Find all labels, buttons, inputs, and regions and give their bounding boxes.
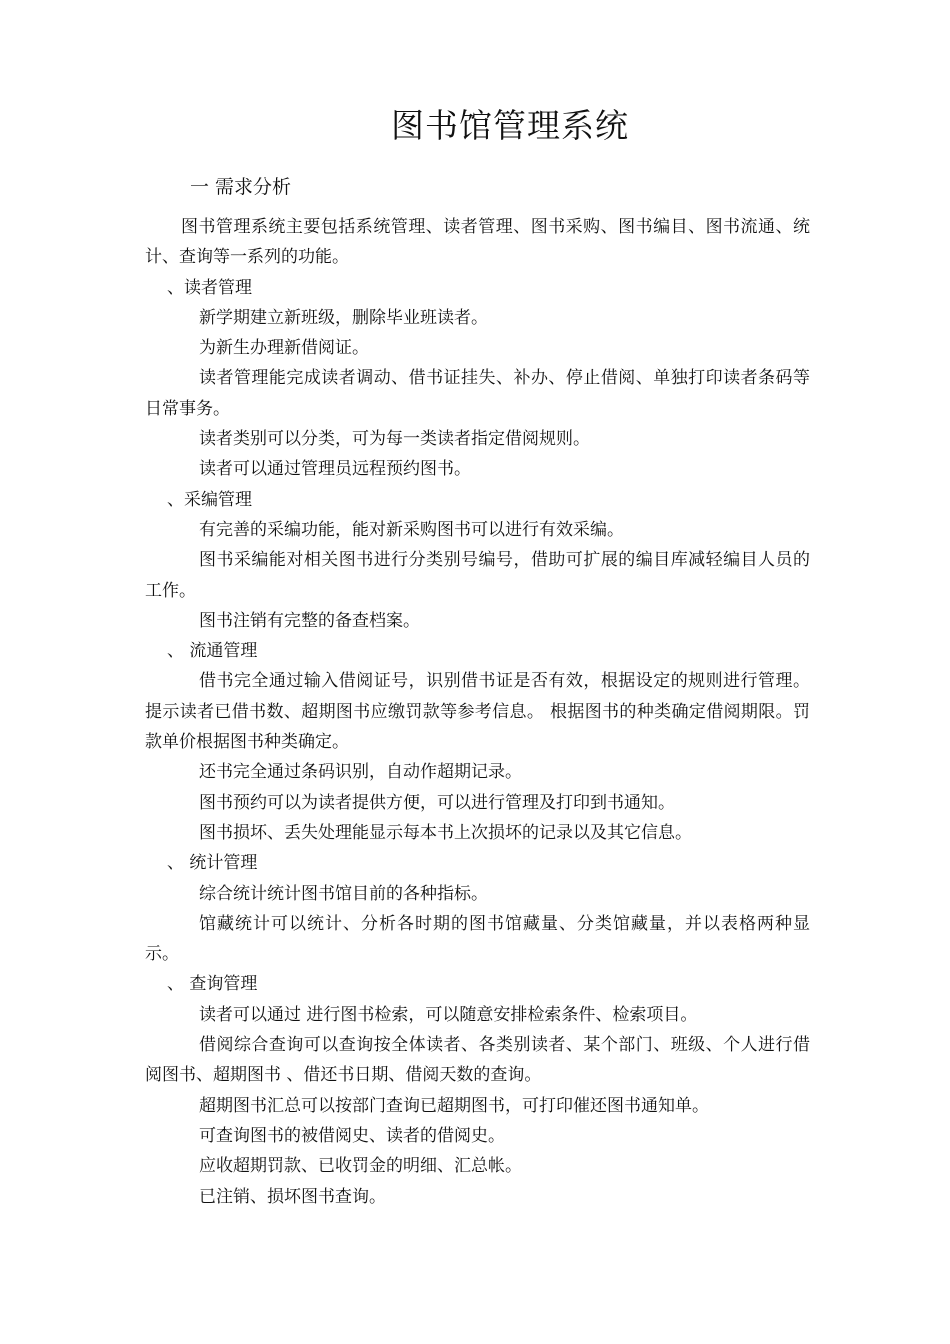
document-title: 图书馆管理系统 xyxy=(391,106,629,145)
list-item: 图书预约可以为读者提供方便，可以进行管理及打印到书通知。 xyxy=(199,792,675,813)
list-item: 还书完全通过条码识别，自动作超期记录。 xyxy=(199,762,522,783)
list-item: 图书注销有完整的备查档案。 xyxy=(199,610,420,631)
list-item: 图书损坏、丢失处理能显示每本书上次损坏的记录以及其它信息。 xyxy=(199,822,692,843)
list-item: 超期图书汇总可以按部门查询已超期图书，可打印催还图书通知单。 xyxy=(199,1095,709,1116)
list-item: 馆藏统计可以统计、分析各时期的图书馆藏量、分类馆藏量，并以表格两种显示。 xyxy=(145,913,810,965)
list-item: 读者可以通过 进行图书检索，可以随意安排检索条件、检索项目。 xyxy=(199,1004,698,1025)
subsection-heading-query: 、 查询管理 xyxy=(167,974,258,995)
document-body xyxy=(145,212,810,1212)
subsection-heading-acquisition: 、采编管理 xyxy=(167,489,252,510)
list-item: 图书采编能对相关图书进行分类别号编号，借助可扩展的编目库减轻编目人员的工作。 xyxy=(145,550,810,601)
list-item: 应收超期罚款、已收罚金的明细、汇总帐。 xyxy=(199,1156,522,1177)
list-item: 读者可以通过管理员远程预约图书。 xyxy=(199,459,471,480)
list-item: 借阅综合查询可以查询按全体读者、各类别读者、某个部门、班级、个人进行借阅图书、超期图书 、借还书日期、借阅天数的查询。 xyxy=(145,1035,810,1086)
intro-paragraph: 图书管理系统主要包括系统管理、读者管理、图书采购、图书编目、图书流通、统计、查询等一系列的功能。 xyxy=(145,217,810,268)
list-item: 有完善的采编功能，能对新采购图书可以进行有效采编。 xyxy=(199,519,624,540)
list-item: 可查询图书的被借阅史、读者的借阅史。 xyxy=(199,1125,505,1146)
subsection-heading-reader: 、读者管理 xyxy=(167,277,252,298)
list-item: 读者类别可以分类，可为每一类读者指定借阅规则。 xyxy=(199,429,590,450)
list-item: 读者管理能完成读者调动、借书证挂失、补办、停止借阅、单独打印读者条码等日常事务。 xyxy=(145,368,810,419)
subsection-heading-circulation: 、 流通管理 xyxy=(167,641,258,662)
list-item: 为新生办理新借阅证。 xyxy=(199,338,369,359)
list-item: 新学期建立新班级，删除毕业班读者。 xyxy=(199,307,488,328)
section-heading: 一 需求分析 xyxy=(190,176,292,198)
list-item: 已注销、损坏图书查询。 xyxy=(199,1186,386,1207)
list-item: 综合统计统计图书馆目前的各种指标。 xyxy=(199,883,488,904)
subsection-heading-statistics: 、 统计管理 xyxy=(167,853,258,874)
list-item: 借书完全通过输入借阅证号，识别借书证是否有效，根据设定的规则进行管理。提示读者已借书数、超期图书应缴罚款等参考信息。 根据图书的种类确定借阅期限。罚款单价根据图书种类确定。 xyxy=(145,671,810,753)
